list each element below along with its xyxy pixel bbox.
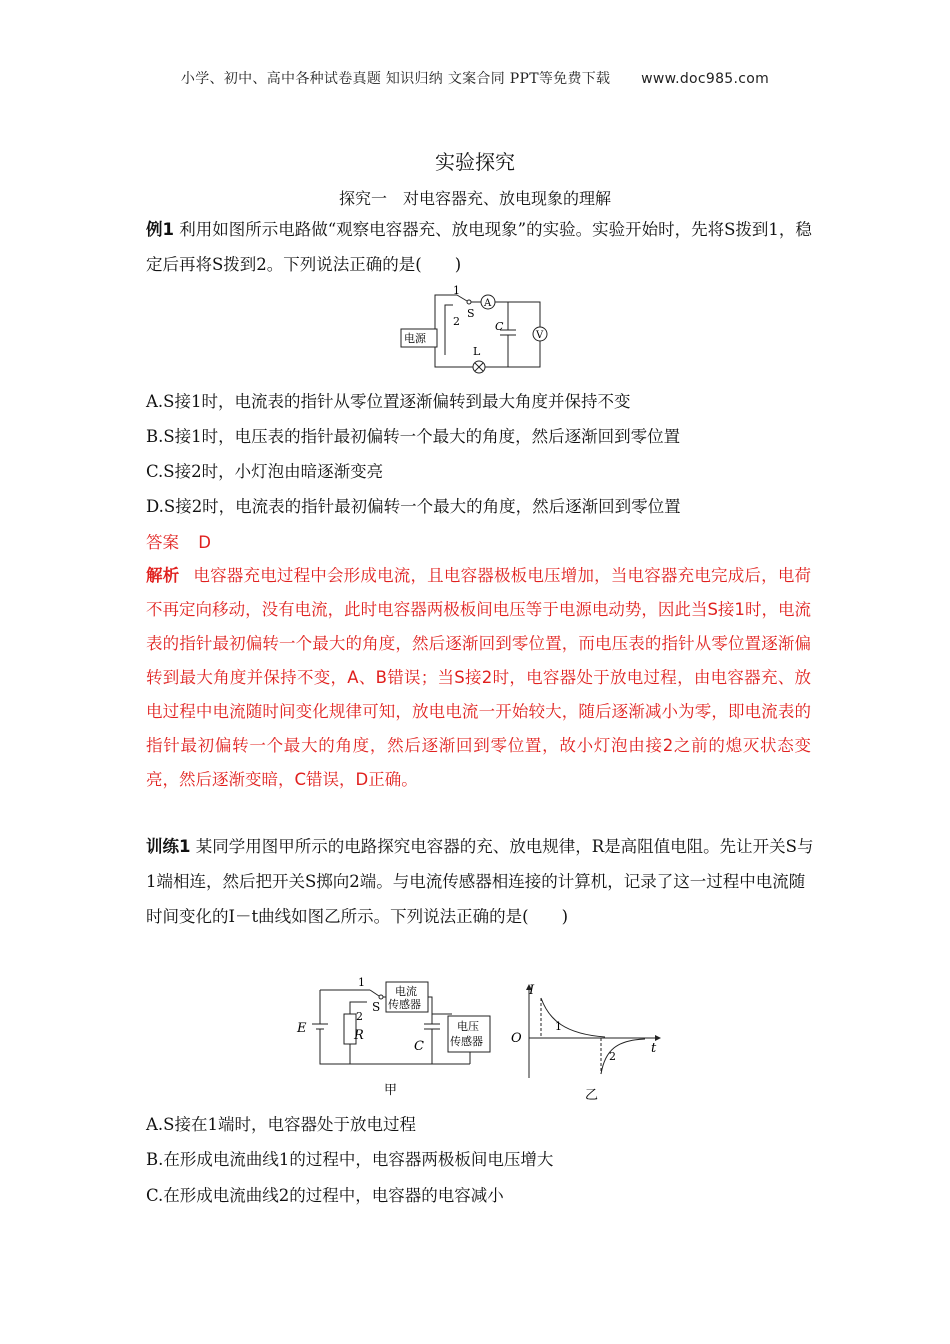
analysis-text: 电容器充电过程中会形成电流，且电容器极板电压增加，当电容器充电完成后，电荷不再定向移动，没有电流，此时电容器两极板间电压等于电源电动势，因此当S接1时，电流表的指针最初偏转一个最大的角度，然后逐渐回到零位置，而电压表的指针从零位置逐渐偏转到最大角度并保持不变，A、B错误；当S接2时，电容器处于放电过程，由电容器充、放电过程中电流随时间变化规律可知，放电电流一开始较大，随后逐渐减小为零，即电流表的指针最初偏转一个最大的角度，然后逐渐回到零位置，故小灯泡由接2之前的熄灭状态变亮，然后逐渐变暗，C错误，D正确。: [146, 566, 812, 789]
example1-option-a: A.S接1时，电流表的指针从零位置逐渐偏转到最大角度并保持不变: [146, 392, 631, 411]
training1-text: 某同学用图甲所示的电路探究电容器的充、放电规律，R是高阻值电阻。先让开关S与1端相连，然后把开关S掷向2端。与电流传感器相连接的计算机，记录了这一过程中电流随时间变化的I－t曲线如图乙所示。下列说法正确的是( ): [146, 837, 814, 926]
switch-label: S: [372, 1000, 381, 1014]
origin-label: O: [511, 1031, 522, 1046]
switch-label: S: [467, 307, 475, 320]
training1-label: 训练1: [146, 837, 191, 856]
switch-pos1-label: 1: [358, 976, 365, 989]
training1-option-a: A.S接在1端时，电容器处于放电过程: [146, 1115, 416, 1134]
capacitor-label: C: [414, 1039, 424, 1054]
figure-jia-caption: 甲: [384, 1083, 398, 1098]
switch-pos2-label: 2: [356, 1010, 363, 1023]
source-label: 电源: [404, 332, 426, 345]
header-url[interactable]: www.doc985.com: [641, 71, 770, 87]
page-header: [0, 68, 950, 88]
example1-option-d: D.S接2时，电流表的指针最初偏转一个最大的角度，然后逐渐回到零位置: [146, 497, 681, 516]
ammeter-label: A: [484, 298, 492, 309]
example1-circuit-diagram: [395, 285, 555, 377]
curve-1: [541, 998, 605, 1037]
switch-pos1-label: 1: [453, 285, 460, 297]
analysis-label: 解析: [146, 566, 180, 585]
example1-label: 例1: [146, 220, 174, 239]
example1-question: [146, 212, 814, 282]
x-axis-label: t: [651, 1041, 657, 1056]
curve-1-label: 1: [555, 1020, 562, 1033]
training1-figure-yi: [505, 980, 665, 1100]
example1-answer: [146, 529, 211, 553]
answer-value: D: [198, 533, 211, 552]
y-axis-label: I: [529, 983, 535, 998]
curve-2: [601, 1039, 645, 1074]
header-text: 小学、初中、高中各种试卷真题 知识归纳 文案合同 PPT等免费下载: [180, 71, 611, 87]
voltage-sensor-line2: 传感器: [450, 1035, 483, 1048]
section-subtitle: 探究一 对电容器充、放电现象的理解: [338, 189, 611, 208]
page-title: 实验探究: [435, 150, 515, 174]
voltage-sensor-line1: 电压: [457, 1020, 479, 1033]
figure-yi-caption: 乙: [585, 1088, 599, 1100]
switch-pos2-label: 2: [453, 315, 460, 328]
training1-figure-jia: [292, 972, 502, 1100]
resistor-label: R: [354, 1028, 364, 1043]
current-sensor-line1: 电流: [395, 985, 417, 998]
example1-text: 利用如图所示电路做“观察电容器充、放电现象”的实验。实验开始时，先将S拨到1，稳定后再将S拨到2。下列说法正确的是( ): [146, 220, 812, 274]
training1-question: [146, 829, 814, 934]
current-sensor-line2: 传感器: [388, 998, 421, 1011]
capacitor-label: C: [495, 320, 504, 333]
training1-option-b: B.在形成电流曲线1的过程中，电容器两极板间电压增大: [146, 1150, 554, 1169]
answer-label: 答案: [146, 533, 179, 552]
emf-label: E: [297, 1021, 307, 1036]
example1-option-b: B.S接1时，电压表的指针最初偏转一个最大的角度，然后逐渐回到零位置: [146, 427, 681, 446]
lamp-label: L: [473, 345, 481, 358]
voltmeter-label: V: [536, 330, 544, 341]
example1-analysis: [146, 559, 811, 797]
curve-2-label: 2: [609, 1050, 616, 1063]
training1-option-c: C.在形成电流曲线2的过程中，电容器的电容减小: [146, 1186, 504, 1205]
example1-option-c: C.S接2时，小灯泡由暗逐渐变亮: [146, 462, 384, 481]
